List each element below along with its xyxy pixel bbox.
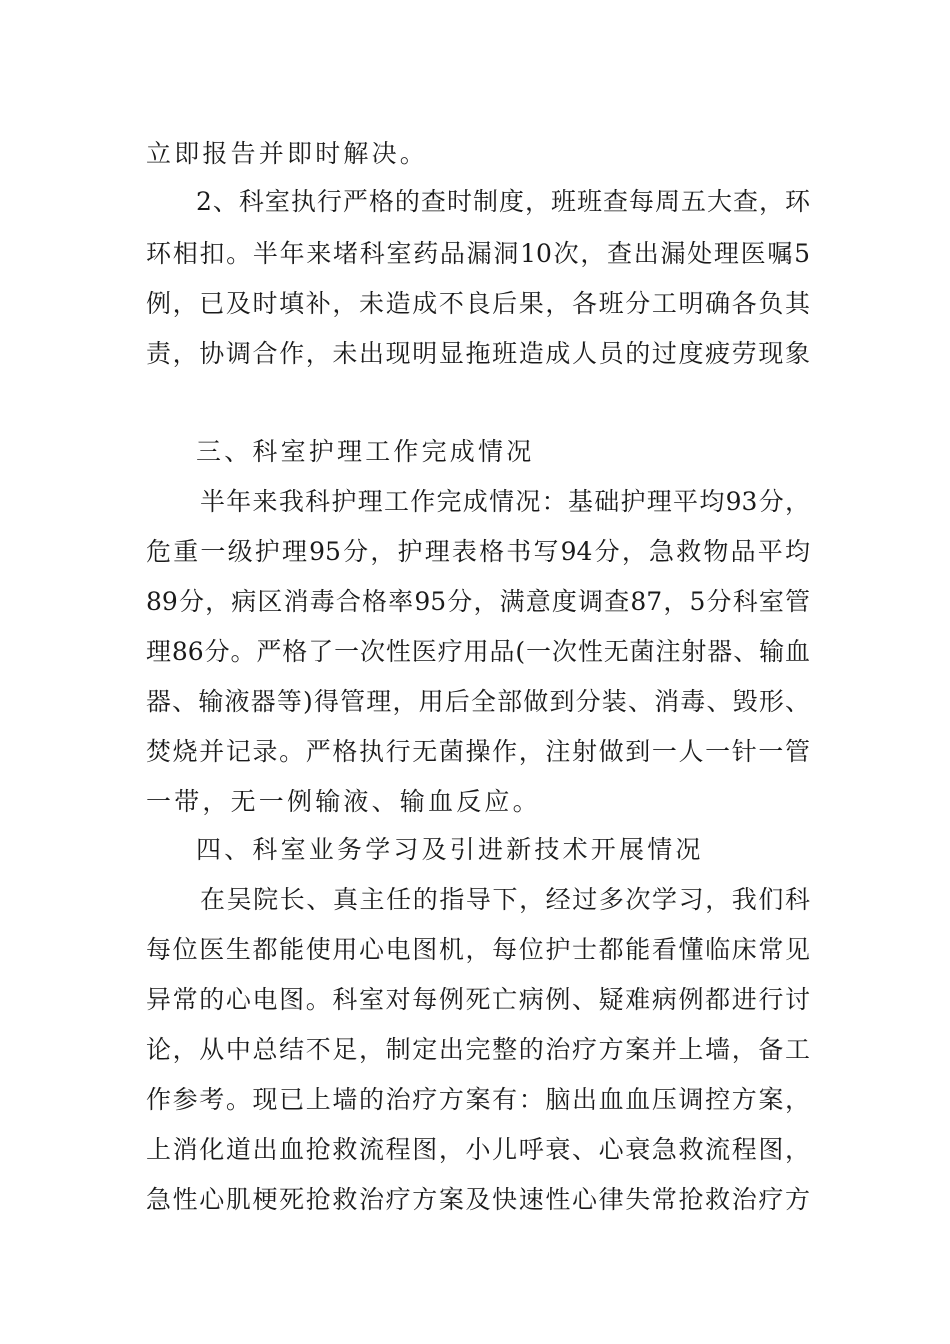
- paragraph-line: 器、输液器等)得管理，用后全部做到分装、消毒、毁形、: [146, 687, 810, 716]
- paragraph-line: 急性心肌梗死抢救治疗方案及快速性心律失常抢救治疗方: [146, 1185, 810, 1214]
- paragraph-line: 例，已及时填补，未造成不良后果，各班分工明确各负其: [146, 289, 810, 318]
- paragraph-line: 每位医生都能使用心电图机，每位护士都能看懂临床常见: [146, 935, 810, 964]
- section-heading: 三、科室护理工作完成情况: [196, 437, 535, 466]
- paragraph-line: 2、科室执行严格的查时制度，班班查每周五大查，环: [196, 187, 810, 216]
- paragraph-line: 立即报告并即时解决。: [146, 139, 429, 168]
- paragraph-line: 责，协调合作，未出现明显拖班造成人员的过度疲劳现象: [146, 339, 810, 368]
- paragraph-line: 理86分。严格了一次性医疗用品(一次性无菌注射器、输血: [146, 637, 810, 666]
- paragraph-line: 焚烧并记录。严格执行无菌操作，注射做到一人一针一管: [146, 737, 810, 766]
- paragraph-line: 异常的心电图。科室对每例死亡病例、疑难病例都进行讨: [146, 985, 810, 1014]
- paragraph-line: 上消化道出血抢救流程图，小儿呼衰、心衰急救流程图，: [146, 1135, 810, 1164]
- paragraph-line: 环相扣。半年来堵科室药品漏洞10次，查出漏处理医嘱5: [146, 239, 810, 268]
- paragraph-line: 在吴院长、真主任的指导下，经过多次学习，我们科: [200, 885, 810, 914]
- section-heading: 四、科室业务学习及引进新技术开展情况: [196, 835, 704, 864]
- paragraph-line: 一带，无一例输液、输血反应。: [146, 787, 541, 816]
- paragraph-line: 89分，病区消毒合格率95分，满意度调查87，5分科室管: [146, 587, 810, 616]
- paragraph-line: 作参考。现已上墙的治疗方案有：脑出血血压调控方案，: [146, 1085, 810, 1114]
- paragraph-line: 半年来我科护理工作完成情况：基础护理平均93分，: [200, 487, 810, 516]
- paragraph-line: 危重一级护理95分，护理表格书写94分，急救物品平均: [146, 537, 810, 566]
- paragraph-line: 论，从中总结不足，制定出完整的治疗方案并上墙，备工: [146, 1035, 810, 1064]
